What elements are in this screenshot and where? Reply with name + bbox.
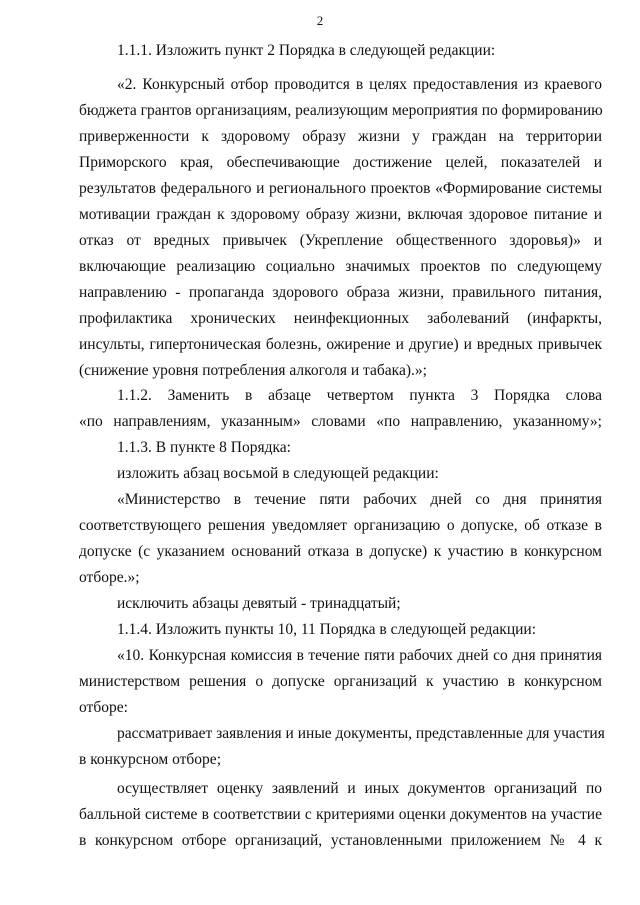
text-line: в конкурсном отборе организаций, установленными приложением № 4 к: [79, 832, 602, 849]
text-line: осуществляет оценку заявлений и иных документов организаций по: [117, 780, 602, 797]
text-line: «по направлениям, указанным» словами «по направлению, указанному»;: [79, 413, 602, 430]
text-line: «Министерство в течение пяти рабочих дней со дня принятия: [117, 491, 602, 508]
text-line: приверженности к здоровому образу жизни у граждан на территории: [79, 128, 602, 145]
page-number: 2: [316, 13, 324, 28]
text-line: 1.1.1. Изложить пункт 2 Порядка в следующей редакции:: [117, 42, 496, 59]
text-line: допуске (с указанием оснований отказа в допуске) к участию в конкурсном: [79, 543, 602, 560]
text-line: «2. Конкурсный отбор проводится в целях предоставления из краевого: [117, 76, 602, 93]
text-line: 1.1.3. В пункте 8 Порядка:: [117, 439, 291, 456]
text-line: включающие реализацию социально значимых проектов по следующему: [79, 258, 602, 275]
text-line: 1.1.2. Заменить в абзаце четвертом пункта 3 Порядка слова: [117, 387, 602, 404]
text-line: результатов федерального и регионального проектов «Формирование системы: [79, 180, 602, 197]
text-line: 1.1.4. Изложить пункты 10, 11 Порядка в следующей редакции:: [117, 621, 537, 638]
text-line: профилактика хронических неинфекционных заболеваний (инфаркты,: [79, 310, 602, 327]
text-line: министерством решения о допуске организаций к участию в конкурсном: [79, 673, 602, 690]
text-line: отказ от вредных привычек (Укрепление общественного здоровья)» и: [79, 232, 602, 249]
text-line: (снижение уровня потребления алкоголя и табака).»;: [79, 362, 427, 379]
text-line: балльной системе в соответствии с критериями оценки документов на участие: [79, 806, 602, 823]
text-line: изложить абзац восьмой в следующей редакции:: [117, 465, 439, 482]
text-line: бюджета грантов организациям, реализующим мероприятия по формированию: [79, 102, 603, 119]
text-line: соответствующего решения уведомляет организацию о допуске, об отказе в: [79, 517, 602, 534]
text-line: инсульты, гипертоническая болезнь, ожирение и другие) и вредных привычек: [79, 336, 602, 353]
text-line: направлению - пропаганда здорового образа жизни, правильного питания,: [79, 284, 602, 301]
text-line: Приморского края, обеспечивающие достижение целей, показателей и: [79, 154, 602, 171]
text-line: рассматривает заявления и иные документы, представленные для участия: [117, 725, 605, 742]
text-line: исключить абзацы девятый - тринадцатый;: [117, 595, 401, 612]
text-line: «10. Конкурсная комиссия в течение пяти рабочих дней со дня принятия: [117, 647, 602, 664]
text-line: в конкурсном отборе;: [79, 751, 221, 768]
text-line: отборе.»;: [79, 569, 140, 586]
text-line: отборе:: [79, 699, 128, 716]
text-line: мотивации граждан к здоровому образу жизни, включая здоровое питание и: [79, 206, 602, 223]
